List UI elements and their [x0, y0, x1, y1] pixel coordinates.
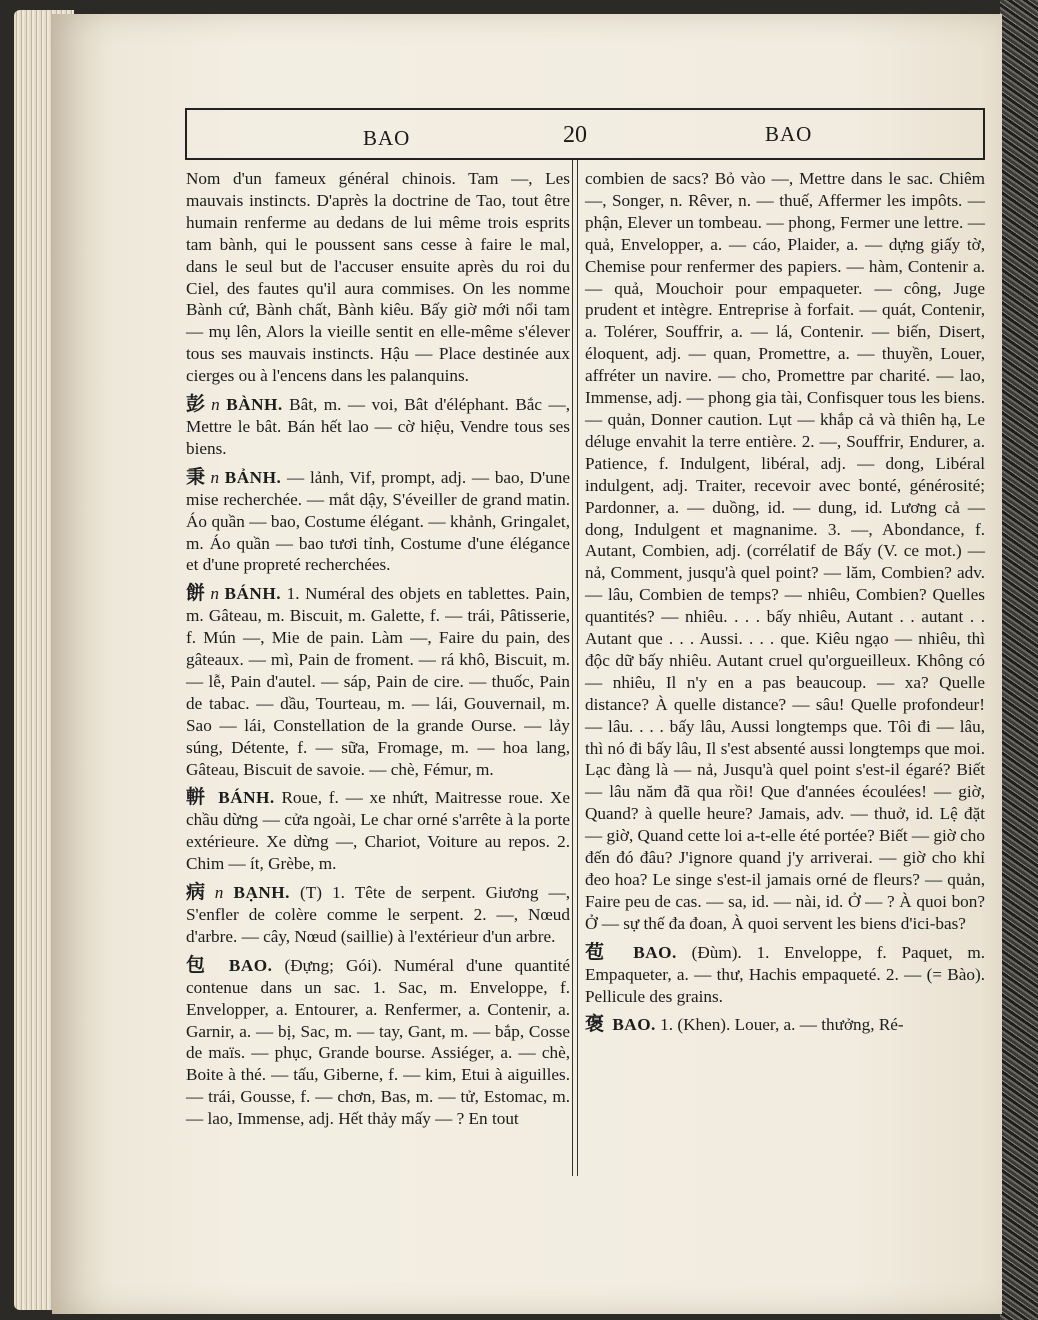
entry-word: BÁNH. — [224, 584, 282, 604]
entry-text: (T) 1. Tête de serpent. Giương —, S'enfler de colère comme le serpent. 2. —, Nœud d'arbre. — cây, Nœud (saillie) à l'extérieur d'un arbre. — [186, 883, 571, 946]
entry-tag: n — [210, 584, 219, 604]
entry-word: BÀNH. — [226, 395, 283, 415]
dictionary-entry — [186, 787, 570, 875]
dictionary-entry — [186, 467, 570, 577]
entry-text: 1. (Khen). Louer, a. — thưởng, Ré- — [660, 1015, 904, 1035]
dictionary-entry — [186, 394, 570, 460]
entry-text: Nom d'un fameux général chinois. Tam —, Les mauvais instincts. D'après la doctrine de Tao, tout être humain renferme au dedans de lui même trois esprits tam bành, qui le poussent sans cesse à faire le mal, dans le seul but de l'accuser ensuite après du roi du Ciel, des fautes qu'il aura commises. On les nomme Bành cứ, Bành chất, Bành kiêu. Bấy giờ mới nổi tam — mụ lên, Alors la vieille sentit en elle-même s'élever tous ses mauvais instincts. Hậu — Place destinée aux cierges ou à l'encens dans les palanquins. — [186, 169, 570, 386]
entry-word: BAO. — [612, 1015, 656, 1035]
entry-hanzi: 軿 — [186, 786, 208, 809]
header-right-word: BAO — [765, 122, 813, 146]
header-left-word: BAO — [363, 126, 411, 150]
entry-hanzi: 餅 — [186, 582, 207, 605]
entry-word: BAO. — [228, 955, 273, 975]
dictionary-entry — [186, 955, 570, 1130]
entry-hanzi: 秉 — [186, 465, 207, 488]
entry-continuation — [186, 168, 570, 387]
entry-tag: n — [210, 467, 220, 487]
entry-word: BẢNH. — [224, 467, 282, 487]
entry-text: 1. Numéral des objets en tablettes. Pain, m. Gâteau, m. Biscuit, m. Galette, f. — trái, Pâtisserie, f. Mún —, Mie de pain. Làm —, Faire du pain, des gâteaux. — mì, Pain de froment. — rá khô, Biscuit, m. — lễ, Pain d'autel. — sáp, Pain de cire. — thuốc, Pain de tabac. — dầu, Tourteau, m. — lái, Gouvernail, m. Sao — lái, Constellation de la grande Ourse. — lảy súng, Détente, f. — sữa, Fromage, m. — hoa lang, Gâteau, Biscuit de savoie. — chè, Fémur, m. — [186, 584, 570, 779]
entry-tag: n — [211, 395, 220, 415]
entry-text: Roue, f. — xe nhứt, Maitresse roue. Xe chầu dừng — cửa ngoài, Le char orné s'arrête à la porte extérieure. Xe dừng —, Chariot, Voiture au repos. 2. Chim — ít, Grèbe, m. — [186, 788, 571, 874]
left-column — [186, 168, 570, 1137]
entry-word: BAO. — [633, 942, 677, 962]
entry-text: (Đựng; Gói). Numéral d'une quantité contenue dans un sac. 1. Sac, m. Enveloppe, f. Envelopper, a. Entourer, a. Renfermer, a. Contenir, a. Garnir, a. — bị, Sac, m. — tay, Gant, m. — bắp, Cosse de maïs. — phục, Grande bourse. Assiéger, a. — chè, Boite à thé. — tấu, Giberne, f. — kim, Etui à aiguilles. — trái, Gousse, f. — chơn, Bas, m. — tử, Estomac, m. — lao, Immense, adj. Hết thảy mấy — ? En tout — [186, 955, 570, 1129]
entry-tag: n — [214, 883, 224, 903]
page-number: 20 — [563, 122, 587, 148]
entry-continuation — [585, 168, 985, 935]
book-cover-edge — [1000, 0, 1038, 1320]
dictionary-entry — [585, 1014, 985, 1036]
entry-text: combien de sacs? Bỏ vào —, Mettre dans le sac. Chiêm —, Songer, n. Rêver, n. — thuế, Affermer les impôts. — phận, Elever un tombeau. — phong, Fermer une lettre. — quả, Envelopper, a. — cáo, Plaider, a. — dựng giấy tờ, Chemise pour renfermer des papiers. — hàm, Contenir a. — quả, Mouchoir pour empaqueter. — công, Juge prudent et intègre. Entreprise à forfait. — quát, Contenir, a. Tolérer, Souffrir, a. — lá, Contenir. — biến, Disert, éloquent, adj. — quan, Promettre, a. — thuyền, Louer, affréter un navire. — cho, Promettre par charité. — lao, Immense, adj. — phong gia tài, Confisquer tous les biens. — quản, Donner caution. Lụt — khắp cả và thiên hạ, Le déluge envahit la terre entière. 2. —, Souffrir, Endurer, a. Patience, f. Indulgent, libéral, adj. — dong, Libéral indulgent, adj. Traiter, recevoir avec bonté, générosité; Pardonner, a. — duồng, id. — dung, id. Lương cả — dong, Indulgent et magnanime. 3. —, Abondance, f. Autant, Combien, adj. (corrélatif de Bấy (V. ce mot.) — nả, Comment, jusqu'à quel point? — lăm, Combien? adv. — lâu, Combien de temps? — nhiêu, Combien? Quelles quantités? — nhiêu. . . . bấy nhiêu, Autant . . autant . . Autant que . . . Aussi. . . . que. Kiêu ngạo — nhiêu, thì độc dữ bấy nhiêu. Autant cruel qu'orgueilleux. Không có — nhiêu, Il n'y en a pas beaucoup. — xa? Quelle distance? À quelle distance? — sâu! Quelle profondeur! — lâu. . . . bấy lâu, Aussi longtemps que. Tôi đi — lâu, thì nó đi bấy lâu, Il s'est absenté aussi longtemps que moi. Lạc đàng là — nả, Jusqu'à quel point s'est-il égaré? Biết — lâu năm đã qua rồi! Que d'années écoulées! — giờ, Quand? à quelle heure? Jamais, adv. — thuở, id. Lệ đặt — giờ, Quand cette loi a-t-elle été portée? Biết — giờ cho đến đó đâu? J'ignore quand j'y arriverai. — giờ cho khỉ đeo hoa? Le singe s'est-il jamais orné de fleurs? — quản, Faire peu de cas. — sa, id. — nài, id. Ở — ? À quoi bon? Ở — sự thế đa đoan, À quoi servent les biens d'ici-bas? — [585, 169, 985, 933]
entry-word: BẠNH. — [233, 883, 290, 903]
entry-text: — lảnh, Vif, prompt, adj. — bao, D'une mise recherchée. — mắt dậy, S'éveiller de grand matin. Áo quần — bao, Costume élégant. — khảnh, Gringalet, m. Áo quần — bao tươi tỉnh, Costume d'une élégance et d'une propreté recherchées. — [186, 467, 571, 575]
entry-word: BÁNH. — [218, 788, 275, 808]
right-column — [585, 168, 985, 1043]
page-header — [185, 108, 985, 160]
dictionary-entry — [186, 882, 570, 948]
entry-hanzi: 彭 — [186, 393, 208, 416]
entry-text: (Đùm). 1. Enveloppe, f. Paquet, m. Empaqueter, a. — thư, Hachis empaqueté. 2. — (= Bào). Pellicule des grains. — [585, 942, 986, 1006]
dictionary-entry — [186, 583, 570, 780]
entry-hanzi: 包 — [186, 953, 213, 976]
entry-text: Bât, m. — voi, Bât d'éléphant. Bắc —, Mettre le bât. Bán hết lao — cờ hiệu, Vendre tous ses biens. — [186, 395, 570, 458]
entry-hanzi: 病 — [186, 881, 211, 904]
entry-hanzi: 褒 — [585, 1013, 605, 1036]
column-divider — [572, 160, 578, 1176]
dictionary-entry — [585, 942, 985, 1008]
entry-hanzi: 苞 — [585, 940, 615, 963]
